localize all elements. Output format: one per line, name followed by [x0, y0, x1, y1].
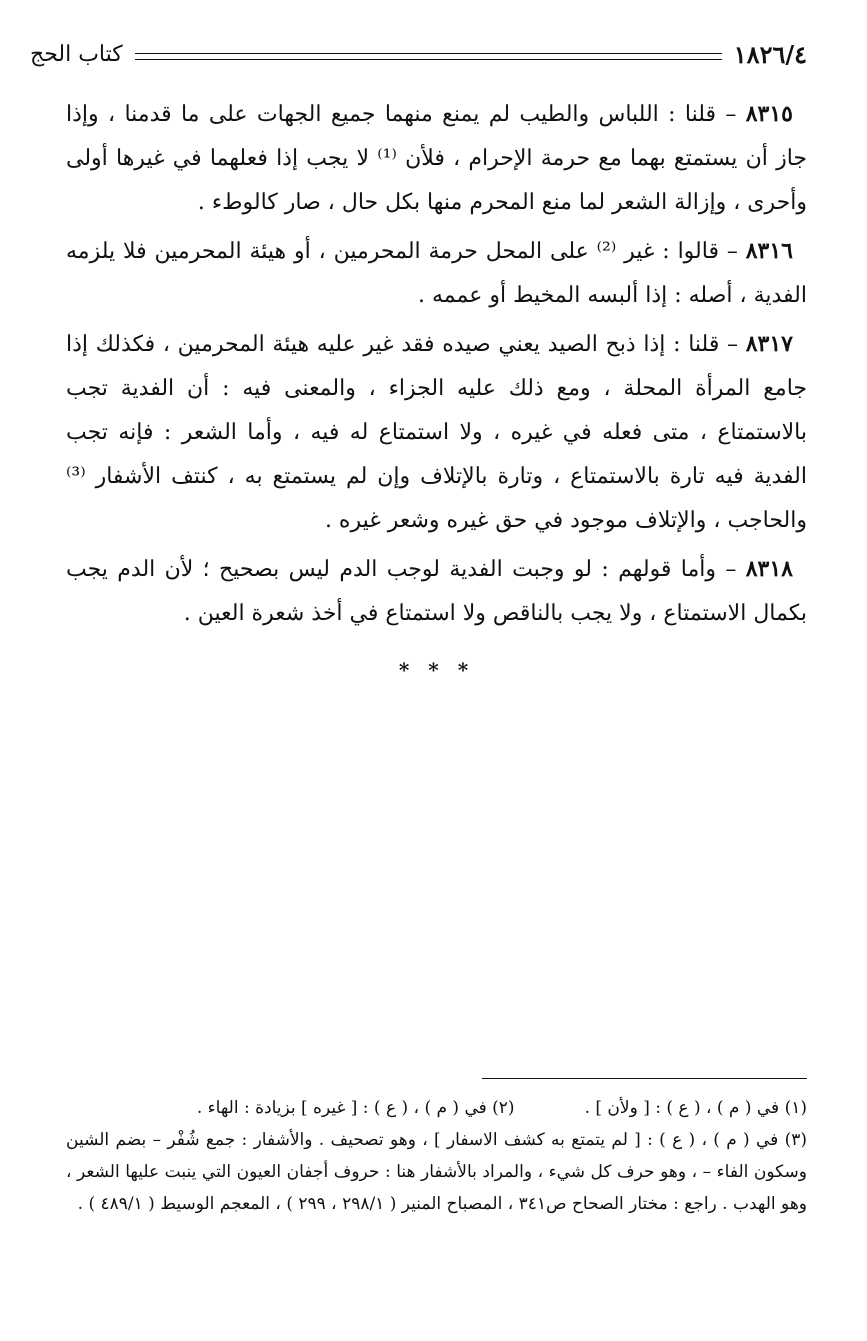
paragraph-number: ٨٣١٧ — [745, 331, 793, 357]
footnote-2: (٢) في ( م ) ، ( ع ) : [ غيره ] بزيادة : الهاء . — [196, 1098, 515, 1118]
paragraph-number: ٨٣١٥ — [745, 101, 793, 127]
paragraph-8315 — [66, 92, 807, 225]
paragraph-8317 — [66, 322, 807, 543]
paragraph-text: – وأما قولهم : لو وجبت الفدية لوجب الدم ليس بصحيح ؛ لأن الدم يجب بكمال الاستمتاع ، ولا يجب بالناقص ولا استمتاع في أخذ شعرة العين . — [66, 557, 807, 626]
page-number: ١٨٢٦/٤ — [733, 39, 807, 69]
paragraph-8318 — [66, 547, 807, 636]
page-header — [30, 34, 807, 74]
footnotes — [66, 1092, 807, 1220]
section-separator: * * * — [398, 658, 475, 682]
footnote-rule — [482, 1078, 807, 1079]
paragraph-8316 — [66, 229, 807, 318]
main-text — [66, 92, 807, 692]
paragraph-text: – قالوا : غير ⁽²⁾ على المحل حرمة المحرمين ، أو هيئة المحرمين فلا يلزمه الفدية ، أصله : إذا ألبسه المخيط أو عممه . — [66, 239, 807, 308]
footnote-row — [66, 1092, 807, 1124]
paragraph-text: – قلنا : إذا ذبح الصيد يعني صيده فقد غير عليه هيئة المحرمين ، فكذلك إذا جامع المرأة المحلة ، ومع ذلك عليه الجزاء ، والمعنى فيه : أن الفدية تجب بالاستمتاع ، متى فعله في غيره ، ولا استمتاع له فيه ، وأما الشعر : فإنه تجب الفدية فيه تارة بالاستمتاع ، وتارة بالإتلاف وإن لم يستمتع به ، كنتف الأشفار ⁽³⁾ والحاجب ، والإتلاف موجود في حق غيره وشعر غيره . — [66, 332, 807, 533]
header-rule — [135, 53, 722, 60]
footnote-1: (١) في ( م ) ، ( ع ) : [ ولأن ] . — [584, 1098, 807, 1118]
footnote-3: (٣) في ( م ) ، ( ع ) : [ لم يتمتع به كشف الاسفار ] ، وهو تصحيف . والأشفار : جمع شُفْر – بضم الشين وسكون الفاء – ، وهو حرف كل شيء ، والمراد بالأشفار هنا : حروف أجفان العيون التي ينبت عليها الشعر ، وهو الهدب . راجع : مختار الصحاح ص٣٤١ ، المصباح المنير ( ٢٩٨/١ ، ٢٩٩ ) ، المعجم الوسيط ( ٤٨٩/١ ) . — [66, 1130, 807, 1214]
paragraph-number: ٨٣١٦ — [745, 238, 793, 264]
paragraph-text: – قلنا : اللباس والطيب لم يمنع منهما جميع الجهات على ما قدمنا ، وإذا جاز أن يستمتع بهما مع حرمة الإحرام ، فلأن ⁽¹⁾ لا يجب إذا فعلهما في غيرها أولى وأحرى ، وإزالة الشعر لما منع المحرم منها بكل حال ، صار كالوطء . — [66, 102, 807, 215]
running-title: كتاب الحج — [30, 41, 123, 67]
paragraph-number: ٨٣١٨ — [745, 556, 793, 582]
